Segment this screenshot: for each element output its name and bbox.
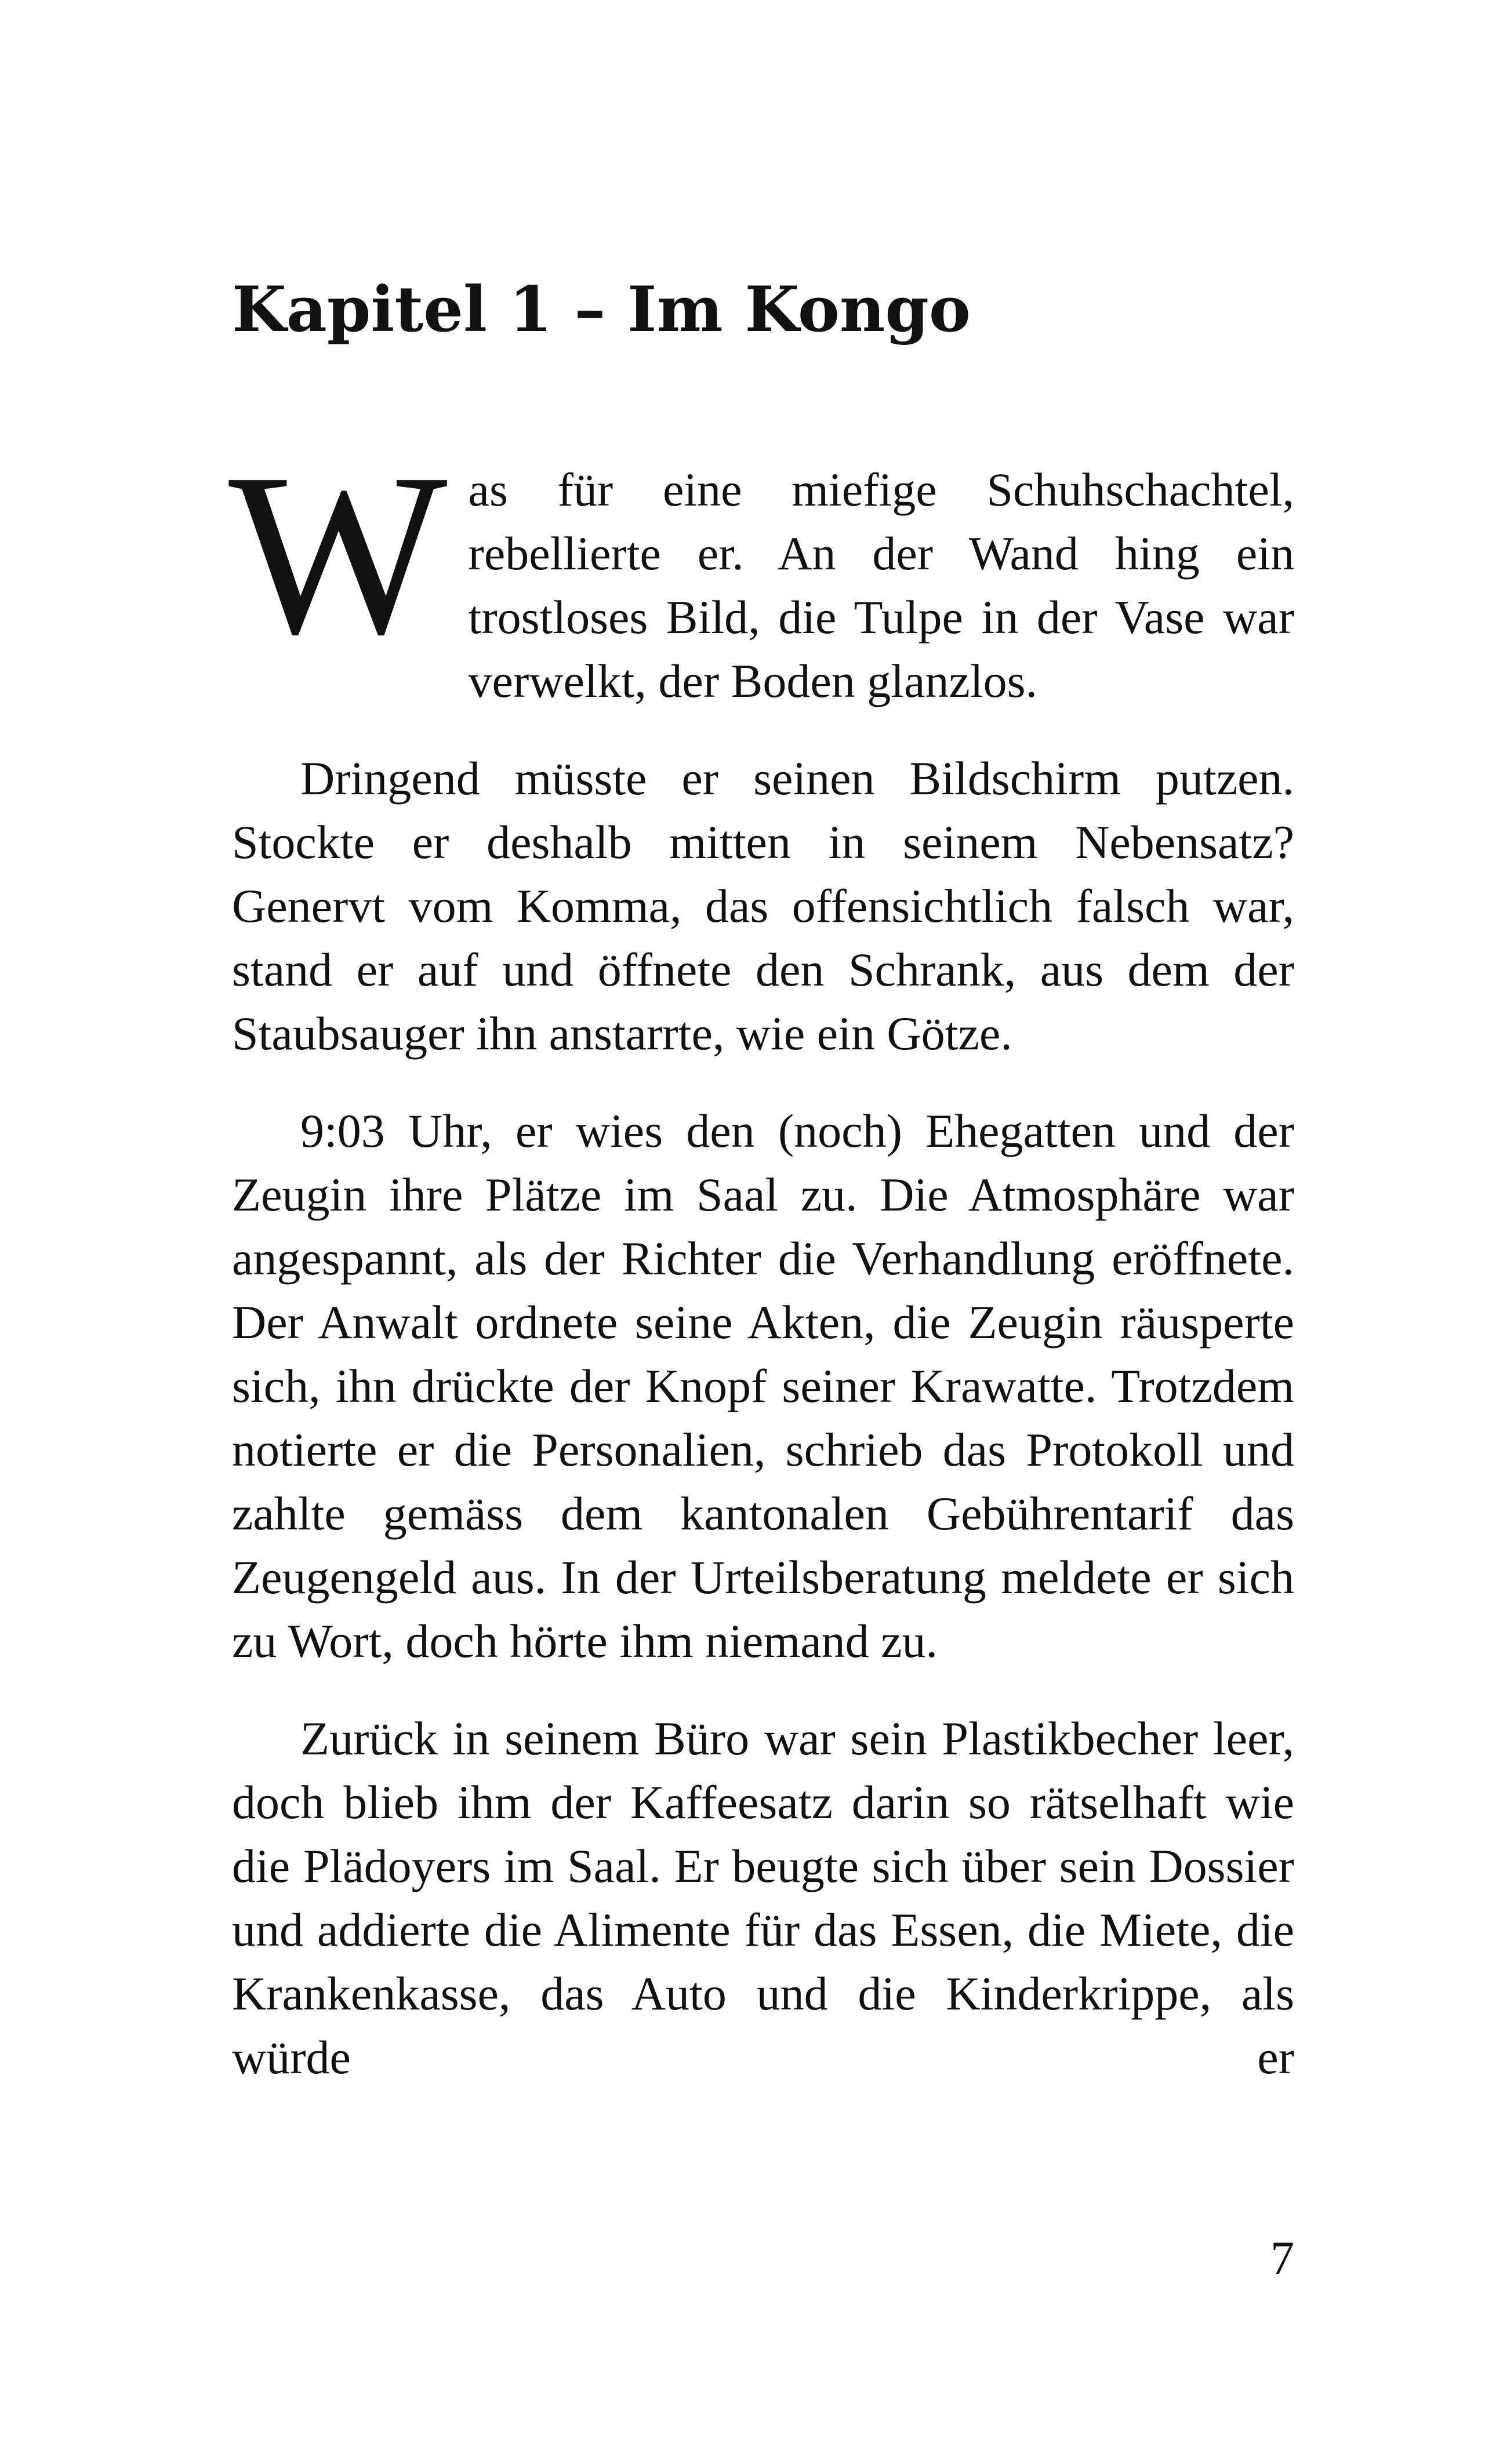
paragraph-2: Dringend müsste er seinen Bildschirm putzen. Stockte er deshalb mitten in seinem Nebensatz? Genervt vom Komma, das offensichtlich falsch war, stand er auf und öffnete den Schrank, aus dem der Staubsauger ihn anstarrte, wie ein Götze. [232, 752, 1294, 1060]
paragraph-1 [228, 426, 1294, 713]
chapter-title: Kapitel 1 – Im Kongo [232, 273, 971, 346]
page-number: 7 [1270, 2232, 1294, 2284]
body-text [228, 426, 1294, 2089]
paragraph-4: Zurück in seinem Büro war sein Plastikbecher leer, doch blieb ihm der Kaffeesatz darin so rätselhaft wie die Plädoyers im Saal. Er beugte sich über sein Dossier und addierte die Alimente für das Essen, die Miete, die Krankenkasse, das Auto und die Kinderkrippe, als würde er [232, 1712, 1294, 2084]
paragraph-1-text: as für eine miefige Schuhschachtel, rebellierte er. An der Wand hing ein trostloses Bild, die Tulpe in der Vase war verwelkt, der Boden glanzlos. [468, 463, 1294, 707]
paragraph-3: 9:03 Uhr, er wies den (noch) Ehegatten und der Zeugin ihre Plätze im Saal zu. Die Atmosphäre war angespannt, als der Richter die Verhandlung eröffnete. Der Anwalt ordnete seine Akten, die Zeugin räusperte sich, ihn drückte der Knopf seiner Krawatte. Trotzdem notierte er die Personalien, schrieb das Protokoll und zahlte gemäss dem kantonalen Gebührentarif das Zeugengeld aus. In der Urteilsberatung meldete er sich zu Wort, doch hörte ihm niemand zu. [232, 1104, 1294, 1667]
drop-cap: W [228, 426, 448, 682]
